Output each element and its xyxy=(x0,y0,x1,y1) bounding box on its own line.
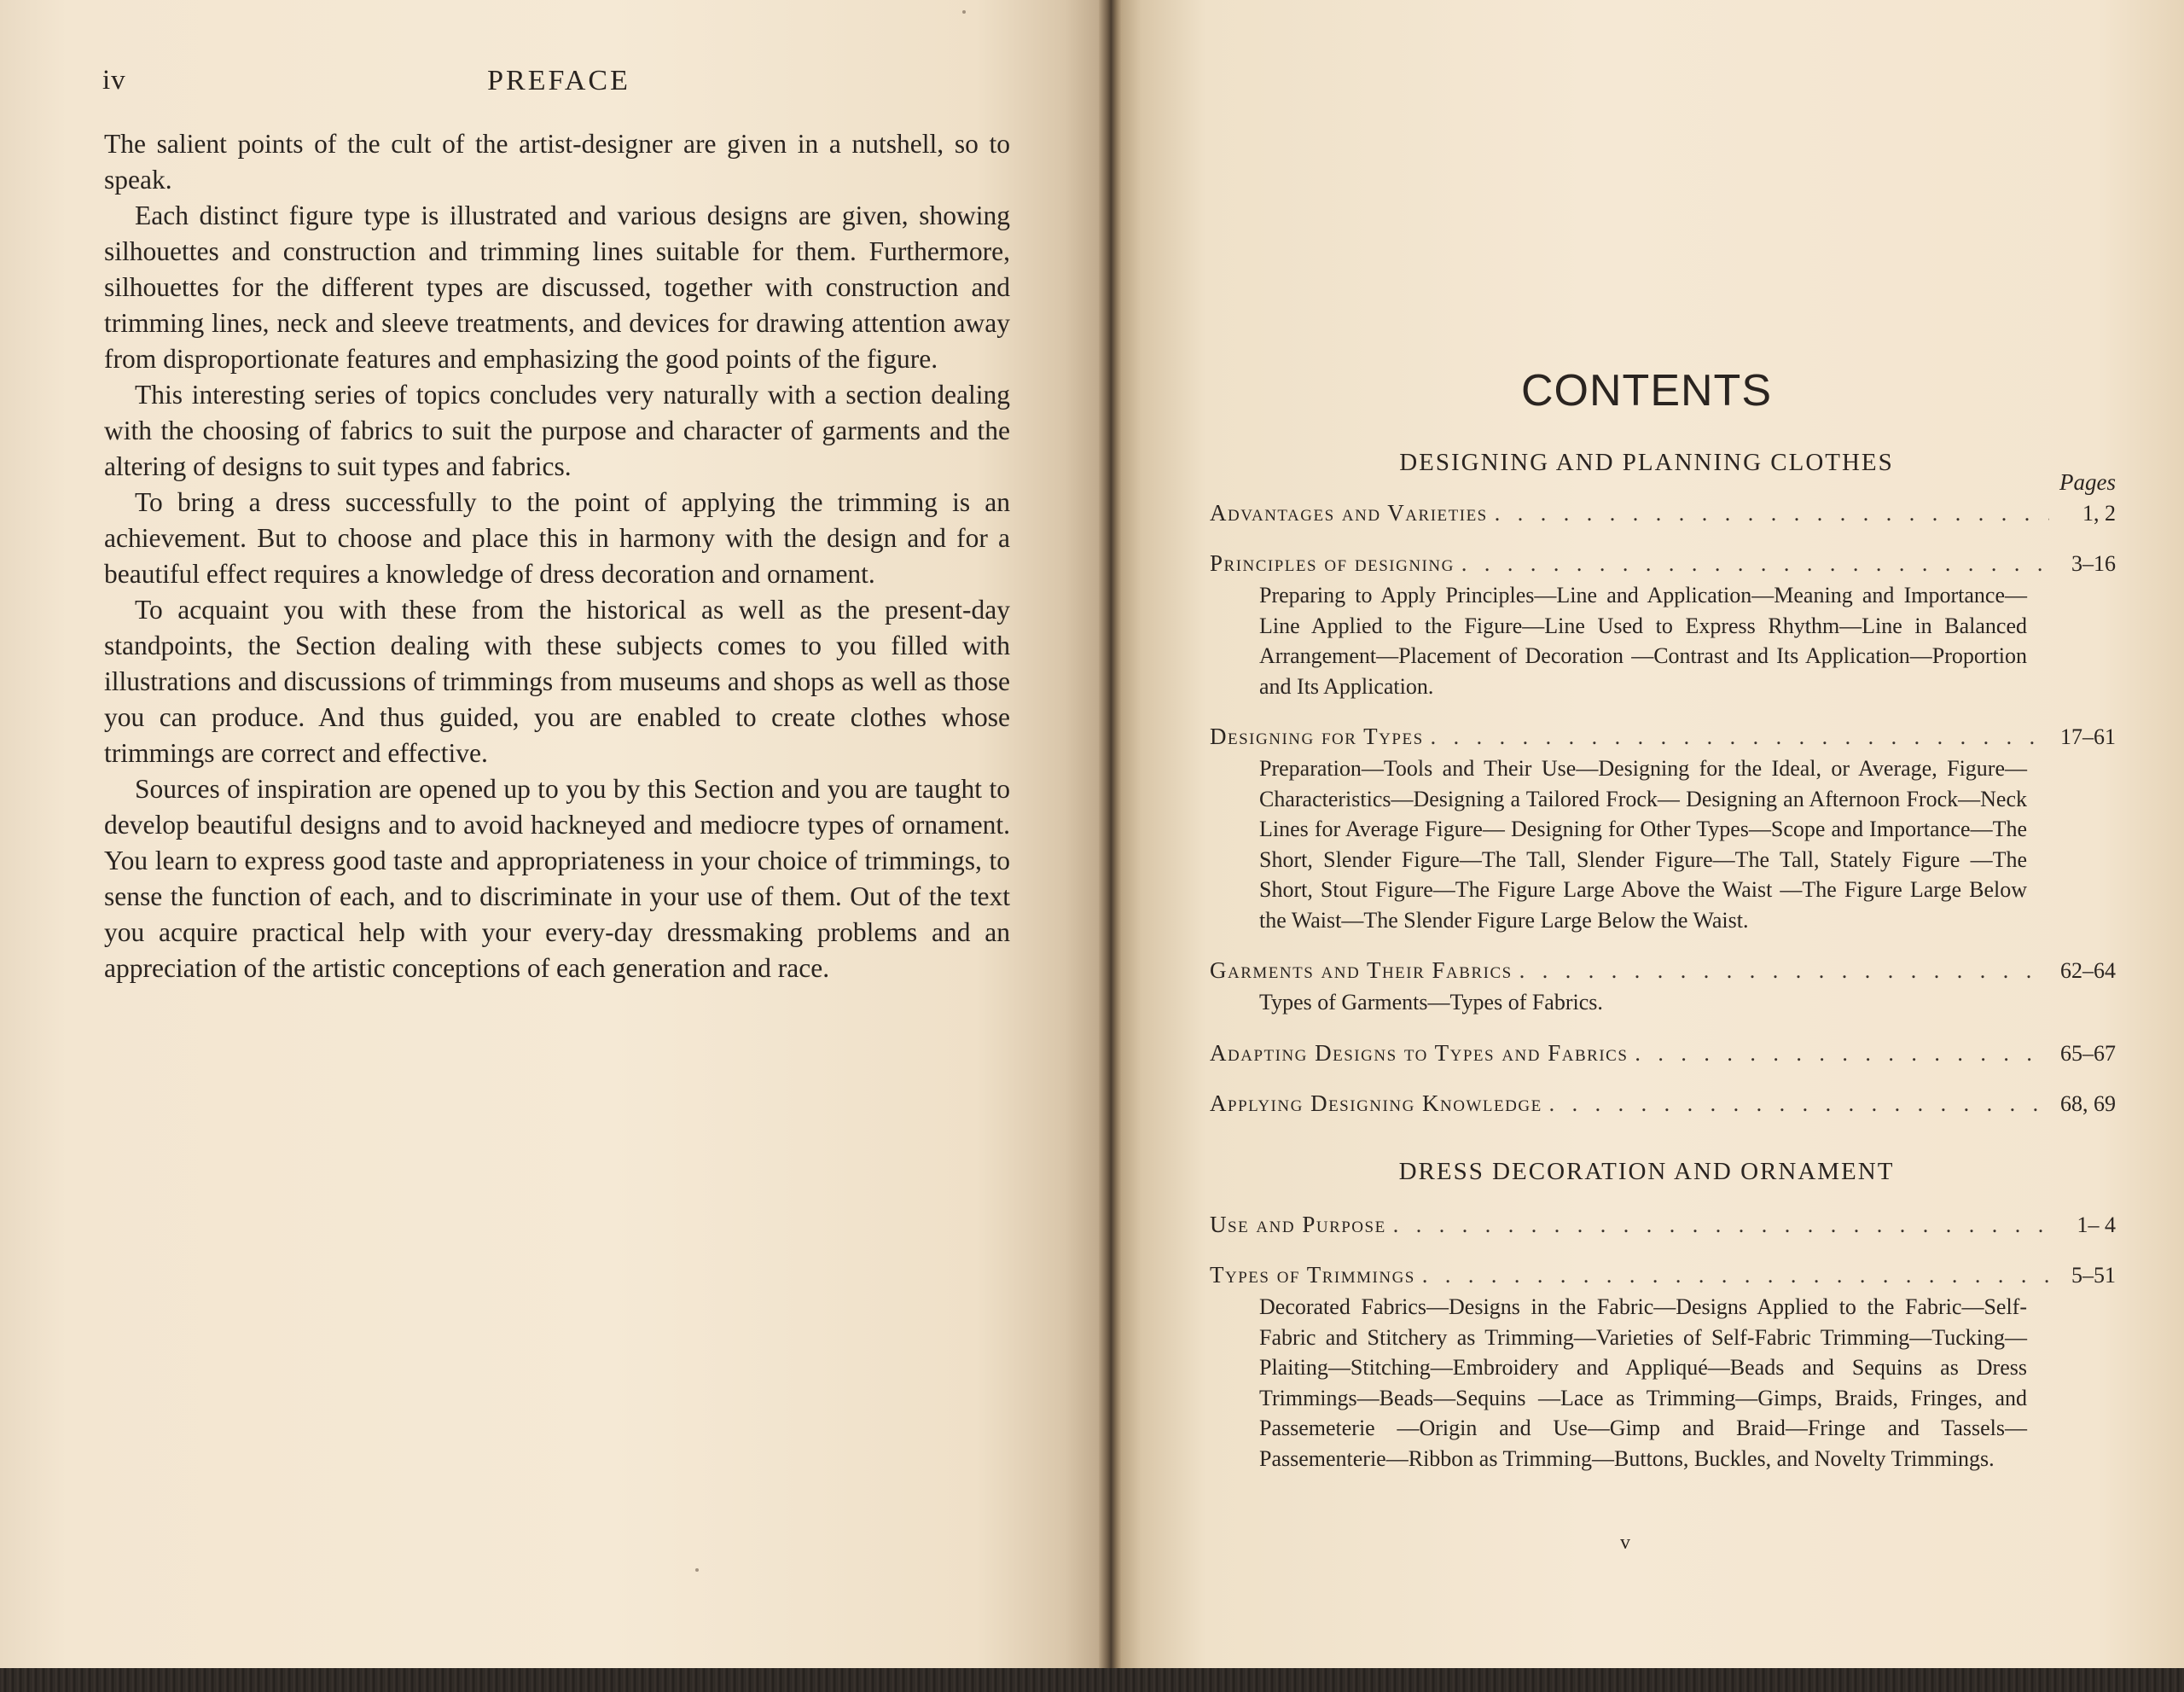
dot-leader xyxy=(1519,956,2049,986)
dot-leader xyxy=(1635,1039,2049,1068)
paper-speck xyxy=(695,1568,699,1572)
book-cover-edge xyxy=(0,1668,2184,1692)
paper-speck xyxy=(962,10,966,14)
dot-leader xyxy=(1495,499,2049,528)
toc-entry xyxy=(1210,1089,2116,1119)
preface-paragraph: This interesting series of topics concludes very naturally with a section dealing with the choosing of fabrics to suit the purpose and character of garments and the altering of designs to suit types and fabrics. xyxy=(104,380,1010,481)
toc-entry-pages: 1– 4 xyxy=(2077,1212,2116,1237)
preface-paragraph: Each distinct figure type is illustrated and various designs are given, showing silhouettes and construction and trimming lines suitable for them. Furthermore, silhouettes for the different types are discussed, together with construction and trimming lines, neck and sleeve treatments, and devices for drawing attention away from disproportionate features and emphasizing the good points of the figure. xyxy=(104,201,1010,374)
toc-section-designing xyxy=(1210,498,2116,1119)
section-heading-text: DESIGNING AND PLANNING CLOTHES xyxy=(1399,449,1894,476)
toc-entry xyxy=(1210,549,2116,701)
section-heading: DRESS DECORATION AND ORNAMENT xyxy=(1398,1158,1895,1185)
toc-entry-description: Types of Garments—Types of Fabrics. xyxy=(1259,990,1603,1015)
toc-entry-pages: 1, 2 xyxy=(2082,501,2116,526)
toc-entry-title: Types of Trimmings xyxy=(1210,1262,1415,1288)
toc-entry xyxy=(1210,722,2116,935)
toc-entry xyxy=(1210,1038,2116,1068)
toc-entry-description: Preparing to Apply Principles—Line and Application—Meaning and Importance—Line Applied to the Figure—Line Used to Express Rhythm—Line in Balanced Arrangement—Placement of Decoration —Contrast and Its Application—Proportion and Its Application. xyxy=(1259,583,2027,699)
pages-column-label: Pages xyxy=(2059,469,2116,495)
contents-title: CONTENTS xyxy=(1521,366,1772,416)
running-head xyxy=(102,65,1015,108)
toc-entry xyxy=(1210,1260,2116,1474)
toc-entry xyxy=(1210,956,2116,1018)
dot-leader xyxy=(1431,723,2049,752)
toc-entry-title: Designing for Types xyxy=(1210,724,1424,749)
toc-entry-pages: 62–64 xyxy=(2060,958,2116,983)
toc-entry xyxy=(1210,1210,2116,1240)
dot-leader xyxy=(1393,1211,2049,1240)
preface-paragraph: To acquaint you with these from the historical as well as the present-day standpoints, the Section dealing with these subjects comes to you filled with illustrations and discussions of trimmings from museums and shops as well as those you can produce. And thus guided, you are enabled to create clothes whose trimmings are correct and effective. xyxy=(104,595,1010,768)
dot-leader xyxy=(1422,1261,2049,1290)
toc-entry xyxy=(1210,498,2116,528)
page-number-left: iv xyxy=(102,65,126,96)
toc-entry-title: Applying Designing Knowledge xyxy=(1210,1090,1542,1116)
book-gutter xyxy=(1099,0,1121,1668)
toc-entry-pages: 68, 69 xyxy=(2060,1090,2116,1116)
toc-entry-pages: 3–16 xyxy=(2071,551,2116,576)
toc-section-decoration xyxy=(1210,1210,2116,1474)
preface-paragraph: The salient points of the cult of the artist-designer are given in a nutshell, so to speak. xyxy=(104,129,1010,195)
dot-leader xyxy=(1549,1090,2049,1119)
toc-entry-title: Principles of designing xyxy=(1210,550,1455,576)
toc-entry-pages: 65–67 xyxy=(2060,1040,2116,1066)
toc-entry-title: Advantages and Varieties xyxy=(1210,500,1488,526)
toc-entry-title: Use and Purpose xyxy=(1210,1212,1386,1237)
dot-leader xyxy=(1461,549,2049,579)
running-head-title: PREFACE xyxy=(487,65,630,96)
preface-paragraph: Sources of inspiration are opened up to you by this Section and you are taught to develop beautiful designs and to avoid hackneyed and mediocre types of ornament. You learn to express good taste and appropriateness in your choice of trimmings, to sense the function of each, and to discriminate in your use of them. Out of the text you acquire practical help with your every-day dressmaking problems and an appreciation of the artistic conceptions of each generation and race. xyxy=(104,774,1010,983)
preface-paragraph: To bring a dress successfully to the point of applying the trimming is an achievement. But to choose and place this in harmony with the design and for a beautiful effect requires a knowledge of dress decoration and ornament. xyxy=(104,487,1010,589)
toc-entry-description: Preparation—Tools and Their Use—Designing for the Ideal, or Average, Figure—Characteristics—Designing a Tailored Frock— Designing an Afternoon Frock—Neck Lines for Average Figure— Designing for Other Types—Scope and Importance—The Short, Slender Figure—The Tall, Slender Figure—The Tall, Stately Figure —The Short, Stout Figure—The Figure Large Above the Waist —The Figure Large Below the Waist—The Slender Figure Large Below the Waist. xyxy=(1259,756,2027,933)
preface-text xyxy=(104,126,1010,986)
toc-entry-title: Garments and Their Fabrics xyxy=(1210,957,1513,983)
page-number-right: v xyxy=(1620,1532,1630,1554)
toc-entry-description: Decorated Fabrics—Designs in the Fabric—Designs Applied to the Fabric—Self-Fabric and Stitchery as Trimming—Varieties of Self-Fabric Trimming—Tucking—Plaiting—Stitching—Embroidery and Appliqué—Beads and Sequins as Dress Trimmings—Beads—Sequins —Lace as Trimming—Gimps, Braids, Fringes, and Passemeterie —Origin and Use—Gimp and Braid—Fringe and Tassels—Passementerie—Ribbon as Trimming—Buttons, Buckles, and Novelty Trimmings. xyxy=(1259,1294,2027,1471)
toc-entry-pages: 5–51 xyxy=(2071,1263,2116,1288)
toc-entry-pages: 17–61 xyxy=(2060,724,2116,749)
toc-entry-title: Adapting Designs to Types and Fabrics xyxy=(1210,1039,1629,1066)
